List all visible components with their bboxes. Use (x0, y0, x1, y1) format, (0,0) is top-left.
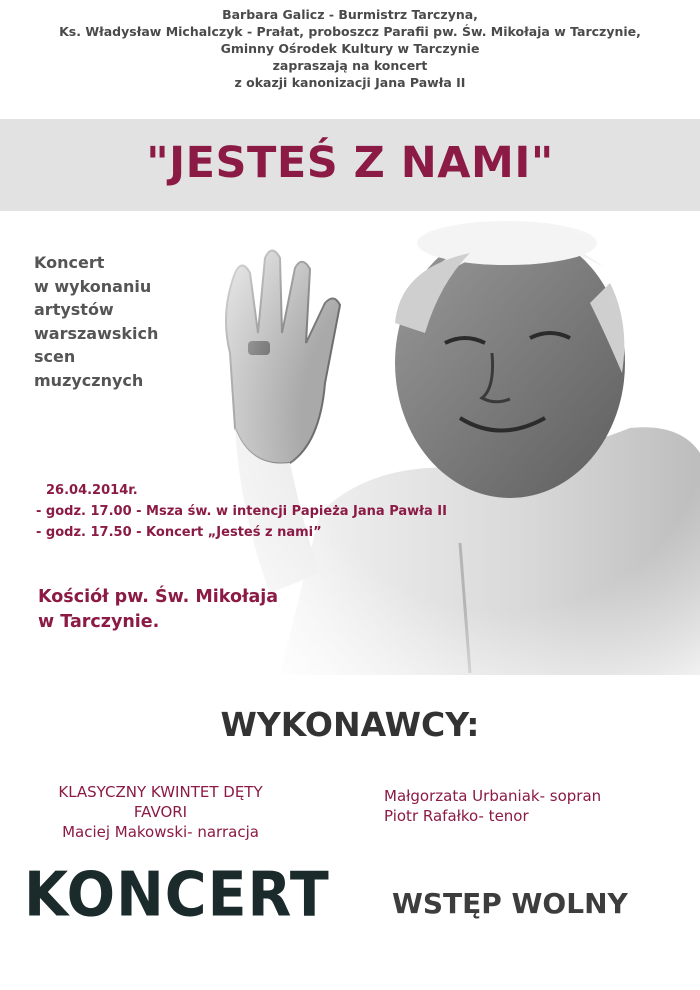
performer-line: KLASYCZNY KWINTET DĘTY (58, 783, 263, 801)
performer-line: Małgorzata Urbaniak- sopran (384, 787, 602, 805)
performer-line: Maciej Makowski- narracja (62, 823, 259, 841)
poster-title: "JESTEŚ Z NAMI" (146, 138, 554, 188)
concert-description (34, 251, 158, 392)
description-line: Koncert (34, 253, 105, 272)
invitation-line: Gminny Ośrodek Kultury w Tarczynie (220, 41, 480, 56)
description-line: warszawskich (34, 323, 159, 343)
venue-line: Kościół pw. Św. Mikołaja (38, 587, 279, 607)
event-schedule (36, 480, 447, 543)
schedule-item-mass: - godz. 17.00 - Msza św. w intencji Papieża Jana Pawła II (36, 504, 447, 519)
koncert-label: KONCERT (24, 859, 330, 931)
performer-line: Piotr Rafałko- tenor (384, 807, 529, 825)
event-date: 26.04.2014r. (46, 483, 138, 498)
venue-line: w Tarczynie. (38, 612, 160, 632)
free-entry-label: WSTĘP WOLNY (392, 887, 628, 920)
invitation-line: Ks. Władysław Michalczyk - Prałat, proboszcz Parafii pw. Św. Mikołaja w Tarczynie, (59, 24, 641, 39)
performers-right (384, 786, 601, 826)
performers-left (28, 782, 293, 842)
pope-waving-photo (210, 213, 700, 675)
performers-heading: WYKONAWCY: (220, 705, 480, 744)
schedule-item-concert: - godz. 17.50 - Koncert „Jesteś z nami” (36, 525, 322, 540)
invitation-line: z okazji kanonizacji Jana Pawła II (234, 75, 466, 90)
description-line: artystów (34, 300, 114, 319)
invitation-block (0, 6, 700, 91)
description-line: scen (34, 347, 76, 366)
description-line: muzycznych (34, 370, 144, 390)
invitation-line: zapraszają na koncert (272, 58, 428, 73)
venue (38, 585, 278, 635)
performer-line: FAVORI (133, 803, 188, 821)
description-line: w wykonaniu (34, 276, 152, 296)
invitation-line: Barbara Galicz - Burmistrz Tarczyna, (222, 7, 478, 22)
